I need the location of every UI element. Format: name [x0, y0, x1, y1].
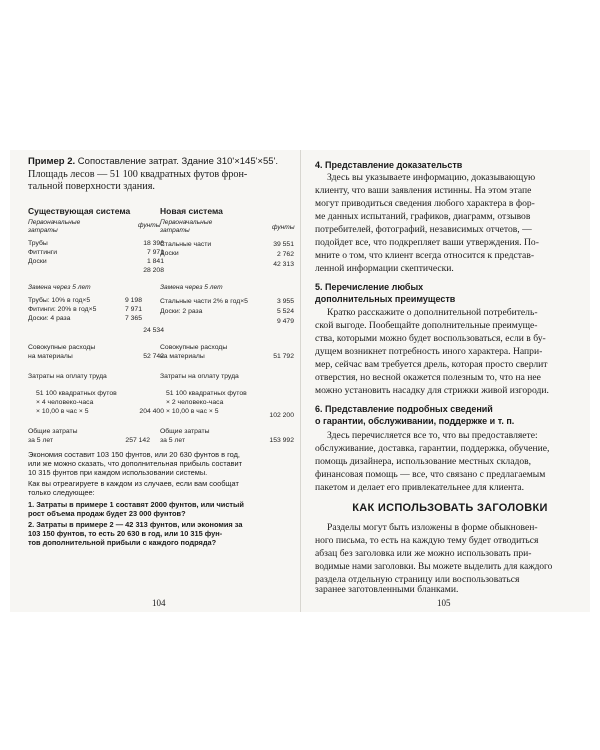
new-materials-2: на материалы [160, 353, 205, 360]
new-repl-value: 3 955 [276, 298, 294, 305]
section-6-line: обслуживание, доставка, гарантии, поддержка, обучение, [315, 443, 550, 454]
example-line-2: Площадь лесов — 51 100 квадратных футов фрон- [28, 169, 248, 180]
new-sub-2: затраты [160, 227, 190, 234]
chapter-line: раздела отдельную страницу или воспользоваться [315, 574, 520, 585]
existing-repl-value: 9 198 [124, 297, 142, 304]
section-5-line: ской выгоде. Пообещайте дополнительные преимуще- [315, 320, 538, 331]
existing-repl-total: 24 534 [143, 327, 164, 334]
new-labor-3: × 10,00 в час × 5 [166, 408, 219, 415]
existing-repl-label: Фитинги: 20% в год×5 [28, 306, 97, 313]
question-1-line: рост объема продаж будет 23 000 фунтов? [28, 509, 186, 518]
new-row-label: Доски [160, 250, 179, 257]
summary-line: 10 315 фунтов при каждом использовании системы. [28, 468, 208, 477]
section-6-line: Здесь перечисляется все то, что вы предоставляете: [327, 430, 538, 441]
page-number-left: 104 [152, 598, 166, 608]
existing-labor-title: Затраты на оплату труда [28, 373, 107, 380]
new-materials-value: 51 792 [273, 353, 294, 360]
section-4-line: потребителей, фотографий, независимых отчетов, — [315, 224, 532, 235]
section-4-line: клиенту, что ваши заявления истинны. На этом этапе [315, 185, 532, 196]
left-page [28, 150, 296, 612]
summary-line: Как вы отреагируете в каждом из случаев, если вам сообщат [28, 479, 239, 488]
chapter-heading: КАК ИСПОЛЬЗОВАТЬ ЗАГОЛОВКИ [352, 502, 548, 514]
section-4-line: ленной информации скептически. [315, 263, 454, 274]
new-row-label: Стальные части [160, 241, 212, 248]
section-5-line: ства, которыми можно будет воспользоваться, если в бу- [315, 333, 546, 344]
section-6-line: пакетом и делает его привлекательнее для клиента. [315, 482, 525, 493]
new-repl-total: 9 479 [276, 318, 294, 325]
section-6-line: помощь дизайнера, использование местных складов, [315, 456, 532, 467]
example-line-3: тальной поверхности здания. [28, 181, 155, 192]
existing-unit: фунты [138, 222, 161, 229]
new-repl-value: 5 524 [276, 308, 294, 315]
existing-sub-2: затраты [28, 227, 58, 234]
existing-total-value: 257 142 [125, 437, 150, 444]
existing-total: 28 208 [143, 267, 164, 274]
chapter-line: ного письма, то есть на каждую тему будет отводиться [315, 535, 539, 546]
section-6-line: финансовая помощь — все, что связано с предлагаемым [315, 469, 546, 480]
chapter-line: Разделы могут быть изложены в форме обыкновен- [327, 522, 538, 533]
section-4-line: могут приводиться сведения любого характера в фор- [315, 198, 535, 209]
section-4-line: ме данных испытаний, графиков, диаграмм, отзывов [315, 211, 531, 222]
chapter-line: абзац без заголовка или же можно использовать при- [315, 548, 532, 559]
section-6-title: о гарантии, обслуживании, поддержке и т. п. [315, 416, 515, 426]
section-5-line: отверстия, но весной окажется полезным то, что на нее [315, 372, 541, 383]
new-heading: Новая система [160, 206, 223, 216]
chapter-line: водимые нами заголовки. Вы можете выделить для каждого [315, 562, 553, 572]
section-4-line: подойдет все, что подкрепляет ваши утверждения. По- [315, 237, 539, 248]
new-labor-1: 51 100 квадратных футов [166, 390, 247, 397]
question-2-line: 2. Затраты в примере 2 — 42 313 фунтов, или экономия за [28, 520, 243, 529]
existing-repl-value: 7 971 [124, 306, 142, 313]
existing-repl-label: Доски: 4 раза [28, 315, 71, 322]
new-labor-value: 102 200 [269, 412, 294, 419]
new-total: 42 313 [273, 261, 294, 268]
existing-repl-label: Трубы: 10% в год×5 [28, 297, 91, 304]
section-4-line: мните о том, что клиент всегда относится к представ- [315, 250, 535, 261]
summary-line: только следующее: [28, 488, 95, 497]
new-row-value: 39 551 [273, 241, 294, 248]
existing-sub-1: Первоначальные [28, 219, 81, 226]
new-sub-1: Первоначальные [160, 219, 213, 226]
book-spread [10, 150, 590, 612]
new-system-table [160, 150, 296, 450]
new-repl-label: Стальные части 2% в год×5 [160, 298, 248, 305]
existing-materials-2: на материалы [28, 353, 73, 360]
new-total-2: за 5 лет [160, 437, 186, 444]
existing-materials-value: 52 742 [143, 353, 164, 360]
new-labor-title: Затраты на оплату труда [160, 373, 239, 380]
section-5-line: Кратко расскажите о дополнительной потребитель- [327, 307, 538, 318]
new-unit: фунты [272, 224, 295, 231]
existing-row-label: Доски [28, 258, 47, 265]
existing-heading: Существующая система [28, 206, 131, 216]
existing-labor-2: × 4 человеко-часа [36, 399, 94, 406]
section-5-title: дополнительных преимуществ [315, 294, 456, 304]
summary-line: или же можно сказать, что дополнительная прибыль составит [28, 459, 243, 468]
section-5-line: можно установить насадку для стрижки живой изгороди. [315, 385, 549, 396]
section-4-title: 4. Представление доказательств [315, 160, 463, 170]
question-1-line: 1. Затраты в примере 1 составят 2000 фунтов, или чистый [28, 500, 244, 509]
question-2-line: 103 150 фунтов, то есть 20 630 в год, или 10 315 фун- [28, 529, 223, 538]
new-replacement-title: Замена через 5 лет [160, 284, 223, 291]
existing-replacement-title: Замена через 5 лет [28, 284, 91, 291]
existing-total-2: за 5 лет [28, 437, 54, 444]
new-materials-1: Совокупные расходы [160, 344, 228, 351]
existing-row-label: Трубы [28, 240, 48, 247]
new-total-value: 153 992 [269, 437, 294, 444]
section-4-line: Здесь вы указываете информацию, доказывающую [327, 172, 536, 183]
existing-repl-value: 7 365 [124, 315, 142, 322]
existing-labor-3: × 10,00 в час × 5 [36, 408, 89, 415]
existing-system-table [28, 150, 168, 450]
question-2-line: тов дополнительной прибыли с каждого подряда? [28, 538, 217, 547]
existing-row-value: 18 396 [143, 240, 164, 247]
new-total-1: Общие затраты [160, 428, 210, 435]
existing-row-value: 7 971 [146, 249, 164, 256]
page-number-right: 105 [437, 598, 451, 608]
chapter-line: заранее заготовленными бланками. [315, 584, 459, 595]
book-gutter [300, 150, 301, 612]
existing-materials-1: Совокупные расходы [28, 344, 96, 351]
summary-line: Экономия составит 103 150 фунтов, или 20 630 фунтов в год, [28, 450, 240, 459]
existing-total-1: Общие затраты [28, 428, 78, 435]
existing-row-label: Фиттинги [28, 249, 58, 256]
new-labor-2: × 2 человеко-часа [166, 399, 224, 406]
section-5-title: 5. Перечисление любых [315, 282, 424, 292]
section-5-line: мер, сейчас вам требуется дрель, которая просто сверлит [315, 359, 548, 370]
new-repl-label: Доски: 2 раза [160, 308, 203, 315]
existing-row-value: 1 841 [146, 258, 164, 265]
section-6-title: 6. Представление подробных сведений [315, 404, 493, 414]
right-page [315, 150, 585, 612]
new-row-value: 2 762 [276, 251, 294, 258]
existing-labor-value: 204 400 [139, 408, 164, 415]
section-5-line: дущем возникнет потребность иного характера. Напри- [315, 346, 543, 357]
existing-labor-1: 51 100 квадратных футов [36, 390, 117, 397]
example-title: Пример 2. Сопоставление затрат. Здание 310'×145'×55'. [28, 156, 278, 167]
